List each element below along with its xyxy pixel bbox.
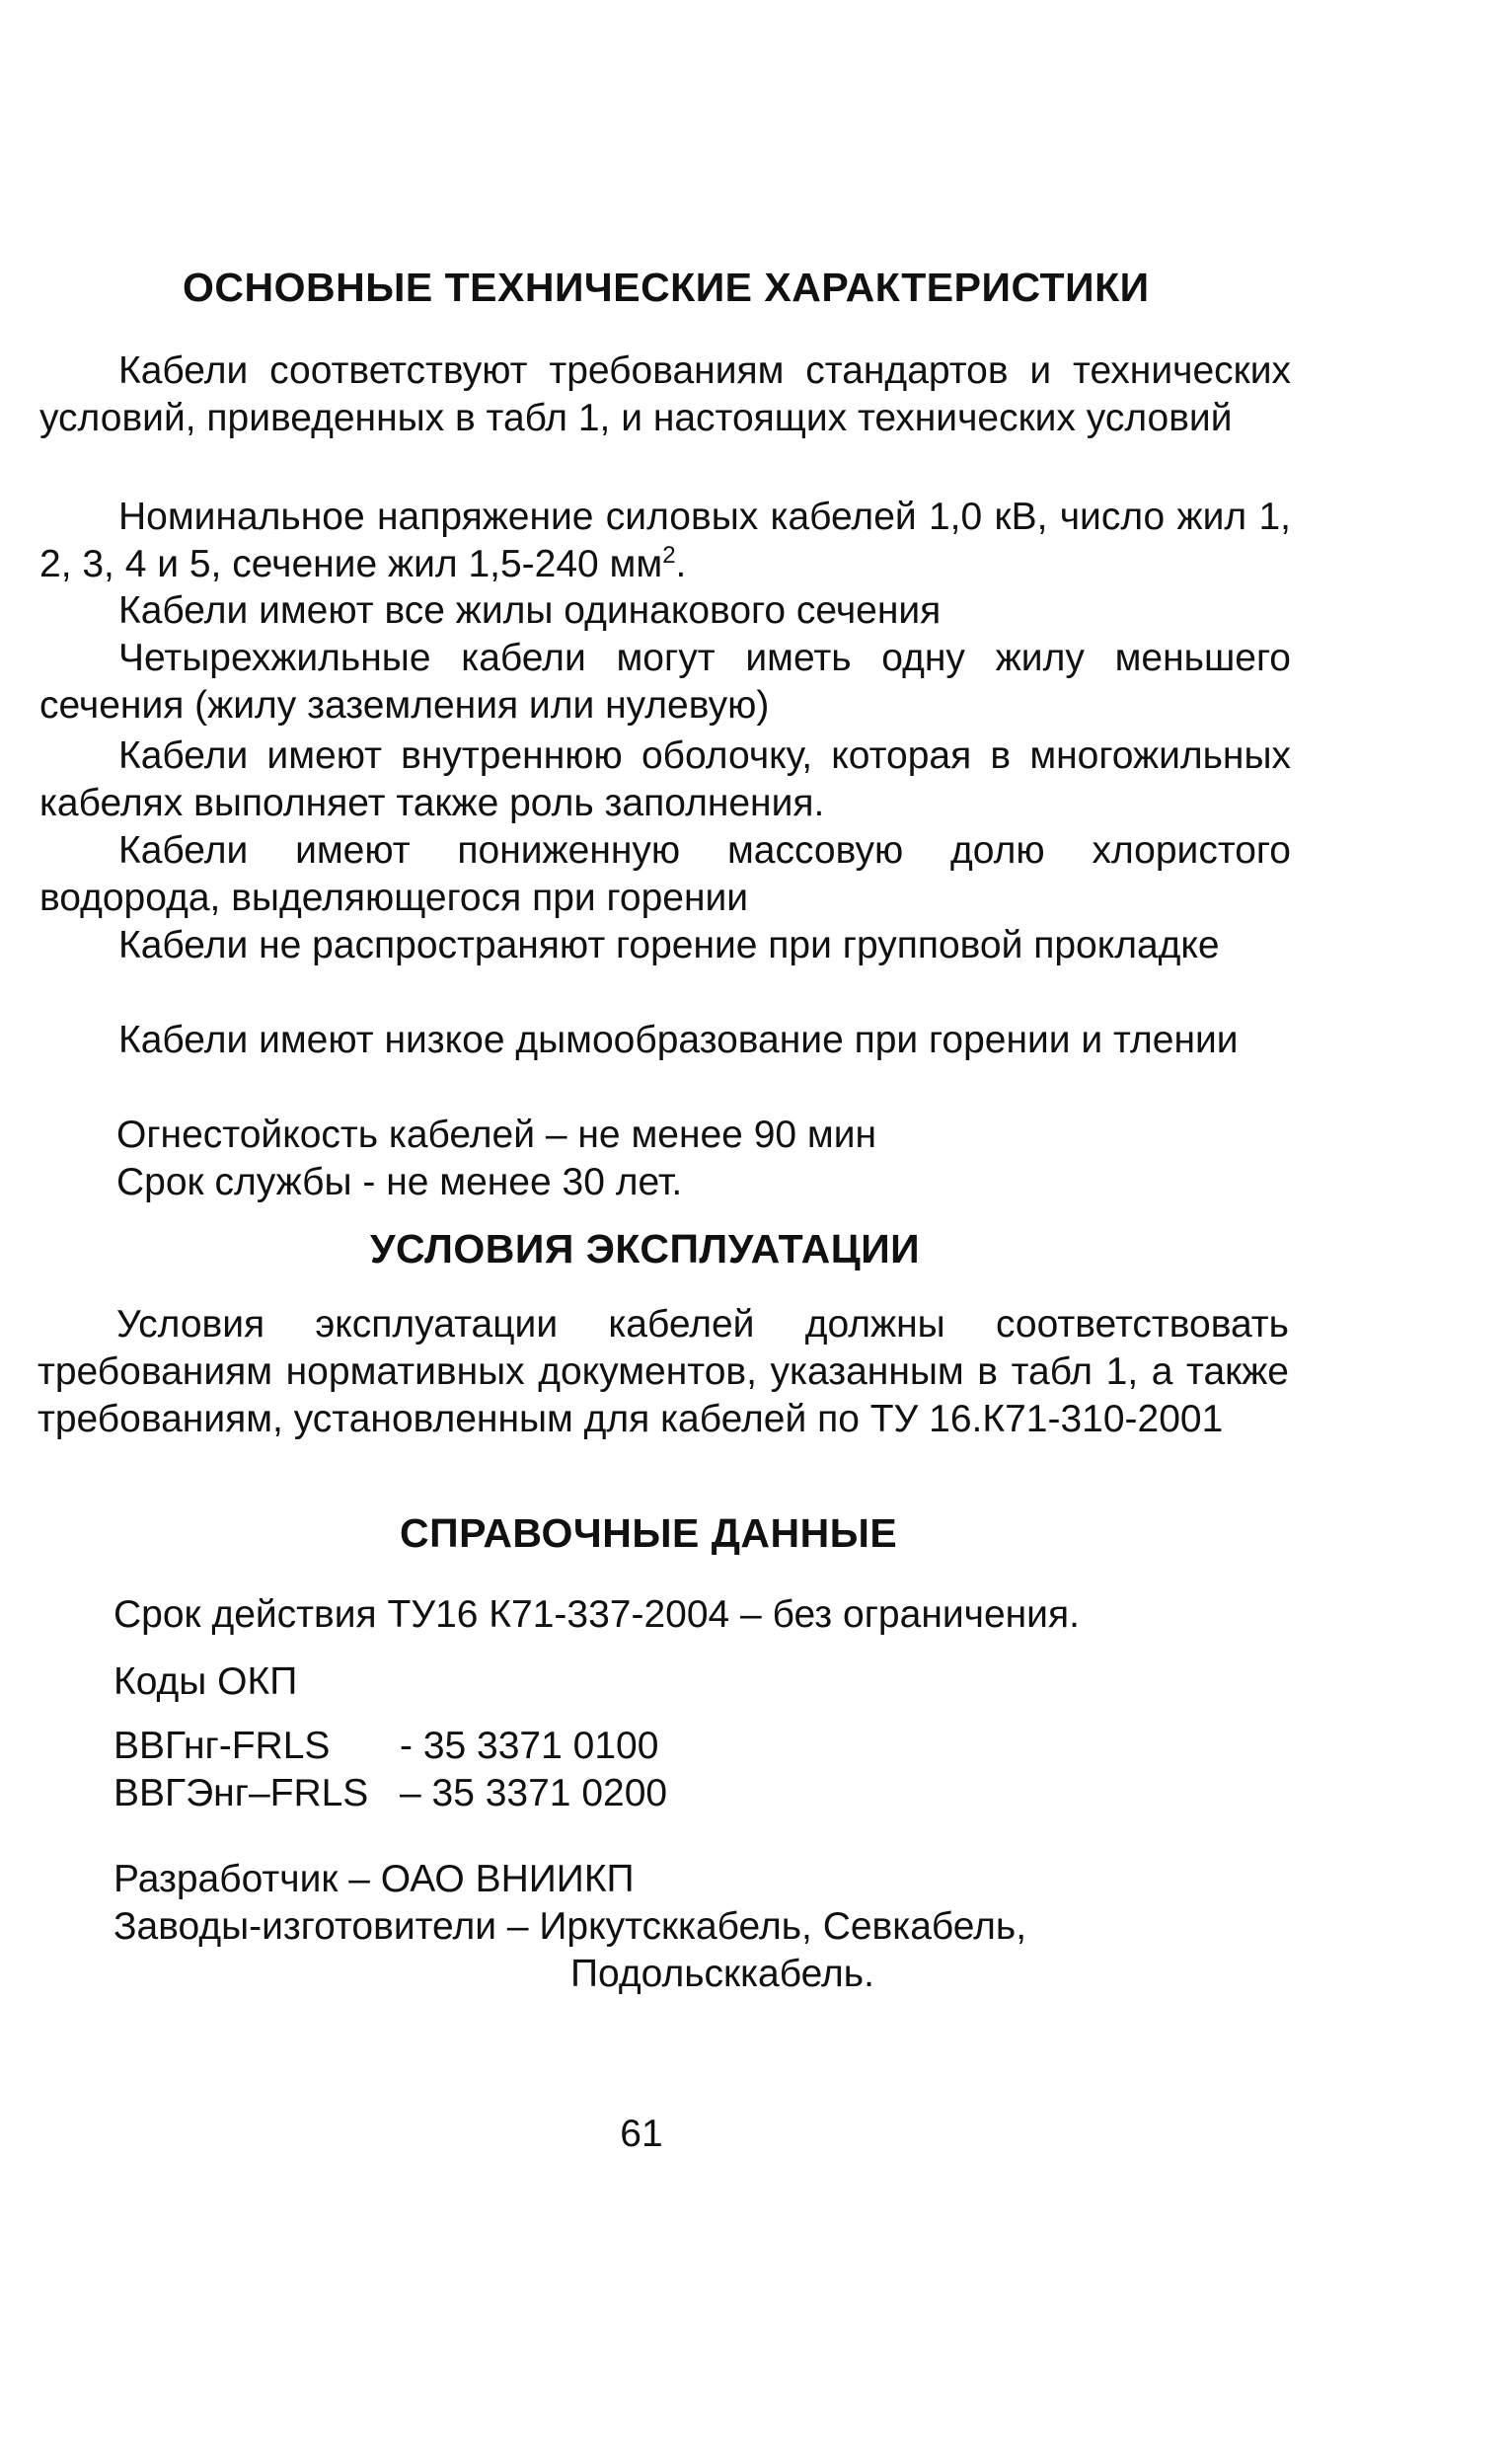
paragraph-text: Кабели не распространяют горение при групповой прокладке <box>118 924 1220 966</box>
paragraph-text: Кабели имеют внутреннюю оболочку, которая в многожильных кабелях выполняет также роль заполнения. <box>39 734 1291 824</box>
paragraph-text: Условия эксплуатации кабелей должны соответствовать требованиям нормативных документов, указанным в табл 1, а также требованиям, установленным для кабелей по ТУ 16.К71-310-2001 <box>38 1303 1289 1440</box>
okp-code: - 35 3371 0100 <box>400 1725 659 1767</box>
okp-cable-name: ВВГЭнг–FRLS <box>113 1772 369 1814</box>
paragraph-text: Кабели имеют пониженную массовую долю хлористого водорода, выделяющегося при горении <box>39 829 1291 919</box>
paragraph-text: Кабели соответствуют требованиям стандартов и технических условий, приведенных в табл 1, и настоящих технических условий <box>39 349 1291 439</box>
paragraph-standards <box>39 347 1291 442</box>
okp-row <box>113 1723 658 1770</box>
section-title-reference-data: СПРАВОЧНЫЕ ДАННЫЕ <box>400 1510 898 1556</box>
paragraph-text: Номинальное напряжение силовых кабелей 1,0 кВ, число жил 1, 2, 3, 4 и 5, сечение жил 1,5-240 мм <box>39 496 1291 585</box>
manufacturers-continuation: Подольсккабель. <box>570 1953 874 1995</box>
okp-cable-name: ВВГнг-FRLS <box>113 1725 331 1767</box>
paragraph-same-section: Кабели имеют все жилы одинакового сечения <box>118 589 942 632</box>
paragraph-smoke <box>39 1017 1291 1064</box>
paragraph-fire-resistance: Огнестойкость кабелей – не менее 90 мин <box>116 1114 877 1156</box>
paragraph-hydrogen-chloride <box>39 827 1291 922</box>
paragraph-voltage: Номинальное напряжение силовых кабелей 1,0 кВ, число жил 1, 2, 3, 4 и 5, сечение жил 1,5-240 $мм^2$. <box>39 496 1291 585</box>
manufacturers-line: Заводы-изготовители – Иркутсккабель, Севкабель, <box>113 1905 1027 1948</box>
validity-line: Срок действия ТУ16 К71-337-2004 – без ограничения. <box>113 1593 1080 1636</box>
superscript-2: 2 <box>662 542 676 569</box>
okp-row <box>113 1770 667 1817</box>
paragraph-service-life: Срок службы - не менее 30 лет. <box>116 1161 683 1203</box>
okp-label: Коды ОКП <box>113 1660 298 1703</box>
section-title-technical-characteristics: ОСНОВНЫЕ ТЕХНИЧЕСКИЕ ХАРАКТЕРИСТИКИ <box>183 265 1150 310</box>
paragraph-flame-propagation <box>39 922 1291 969</box>
paragraph-four-core <box>39 635 1291 730</box>
developer-line: Разработчик – ОАО ВНИИКП <box>113 1858 635 1900</box>
okp-code: – 35 3371 0200 <box>400 1772 668 1814</box>
paragraph-text: Кабели имеют низкое дымообразование при горении и тлении <box>118 1019 1239 1061</box>
page-number: 61 <box>620 2113 663 2155</box>
paragraph-inner-sheath <box>39 732 1291 827</box>
section-title-operating-conditions: УСЛОВИЯ ЭКСПЛУАТАЦИИ <box>370 1226 921 1271</box>
paragraph-operating-conditions <box>38 1301 1289 1443</box>
paragraph-text: Четырехжильные кабели могут иметь одну жилу меньшего сечения (жилу заземления или нулевую) <box>39 637 1291 727</box>
